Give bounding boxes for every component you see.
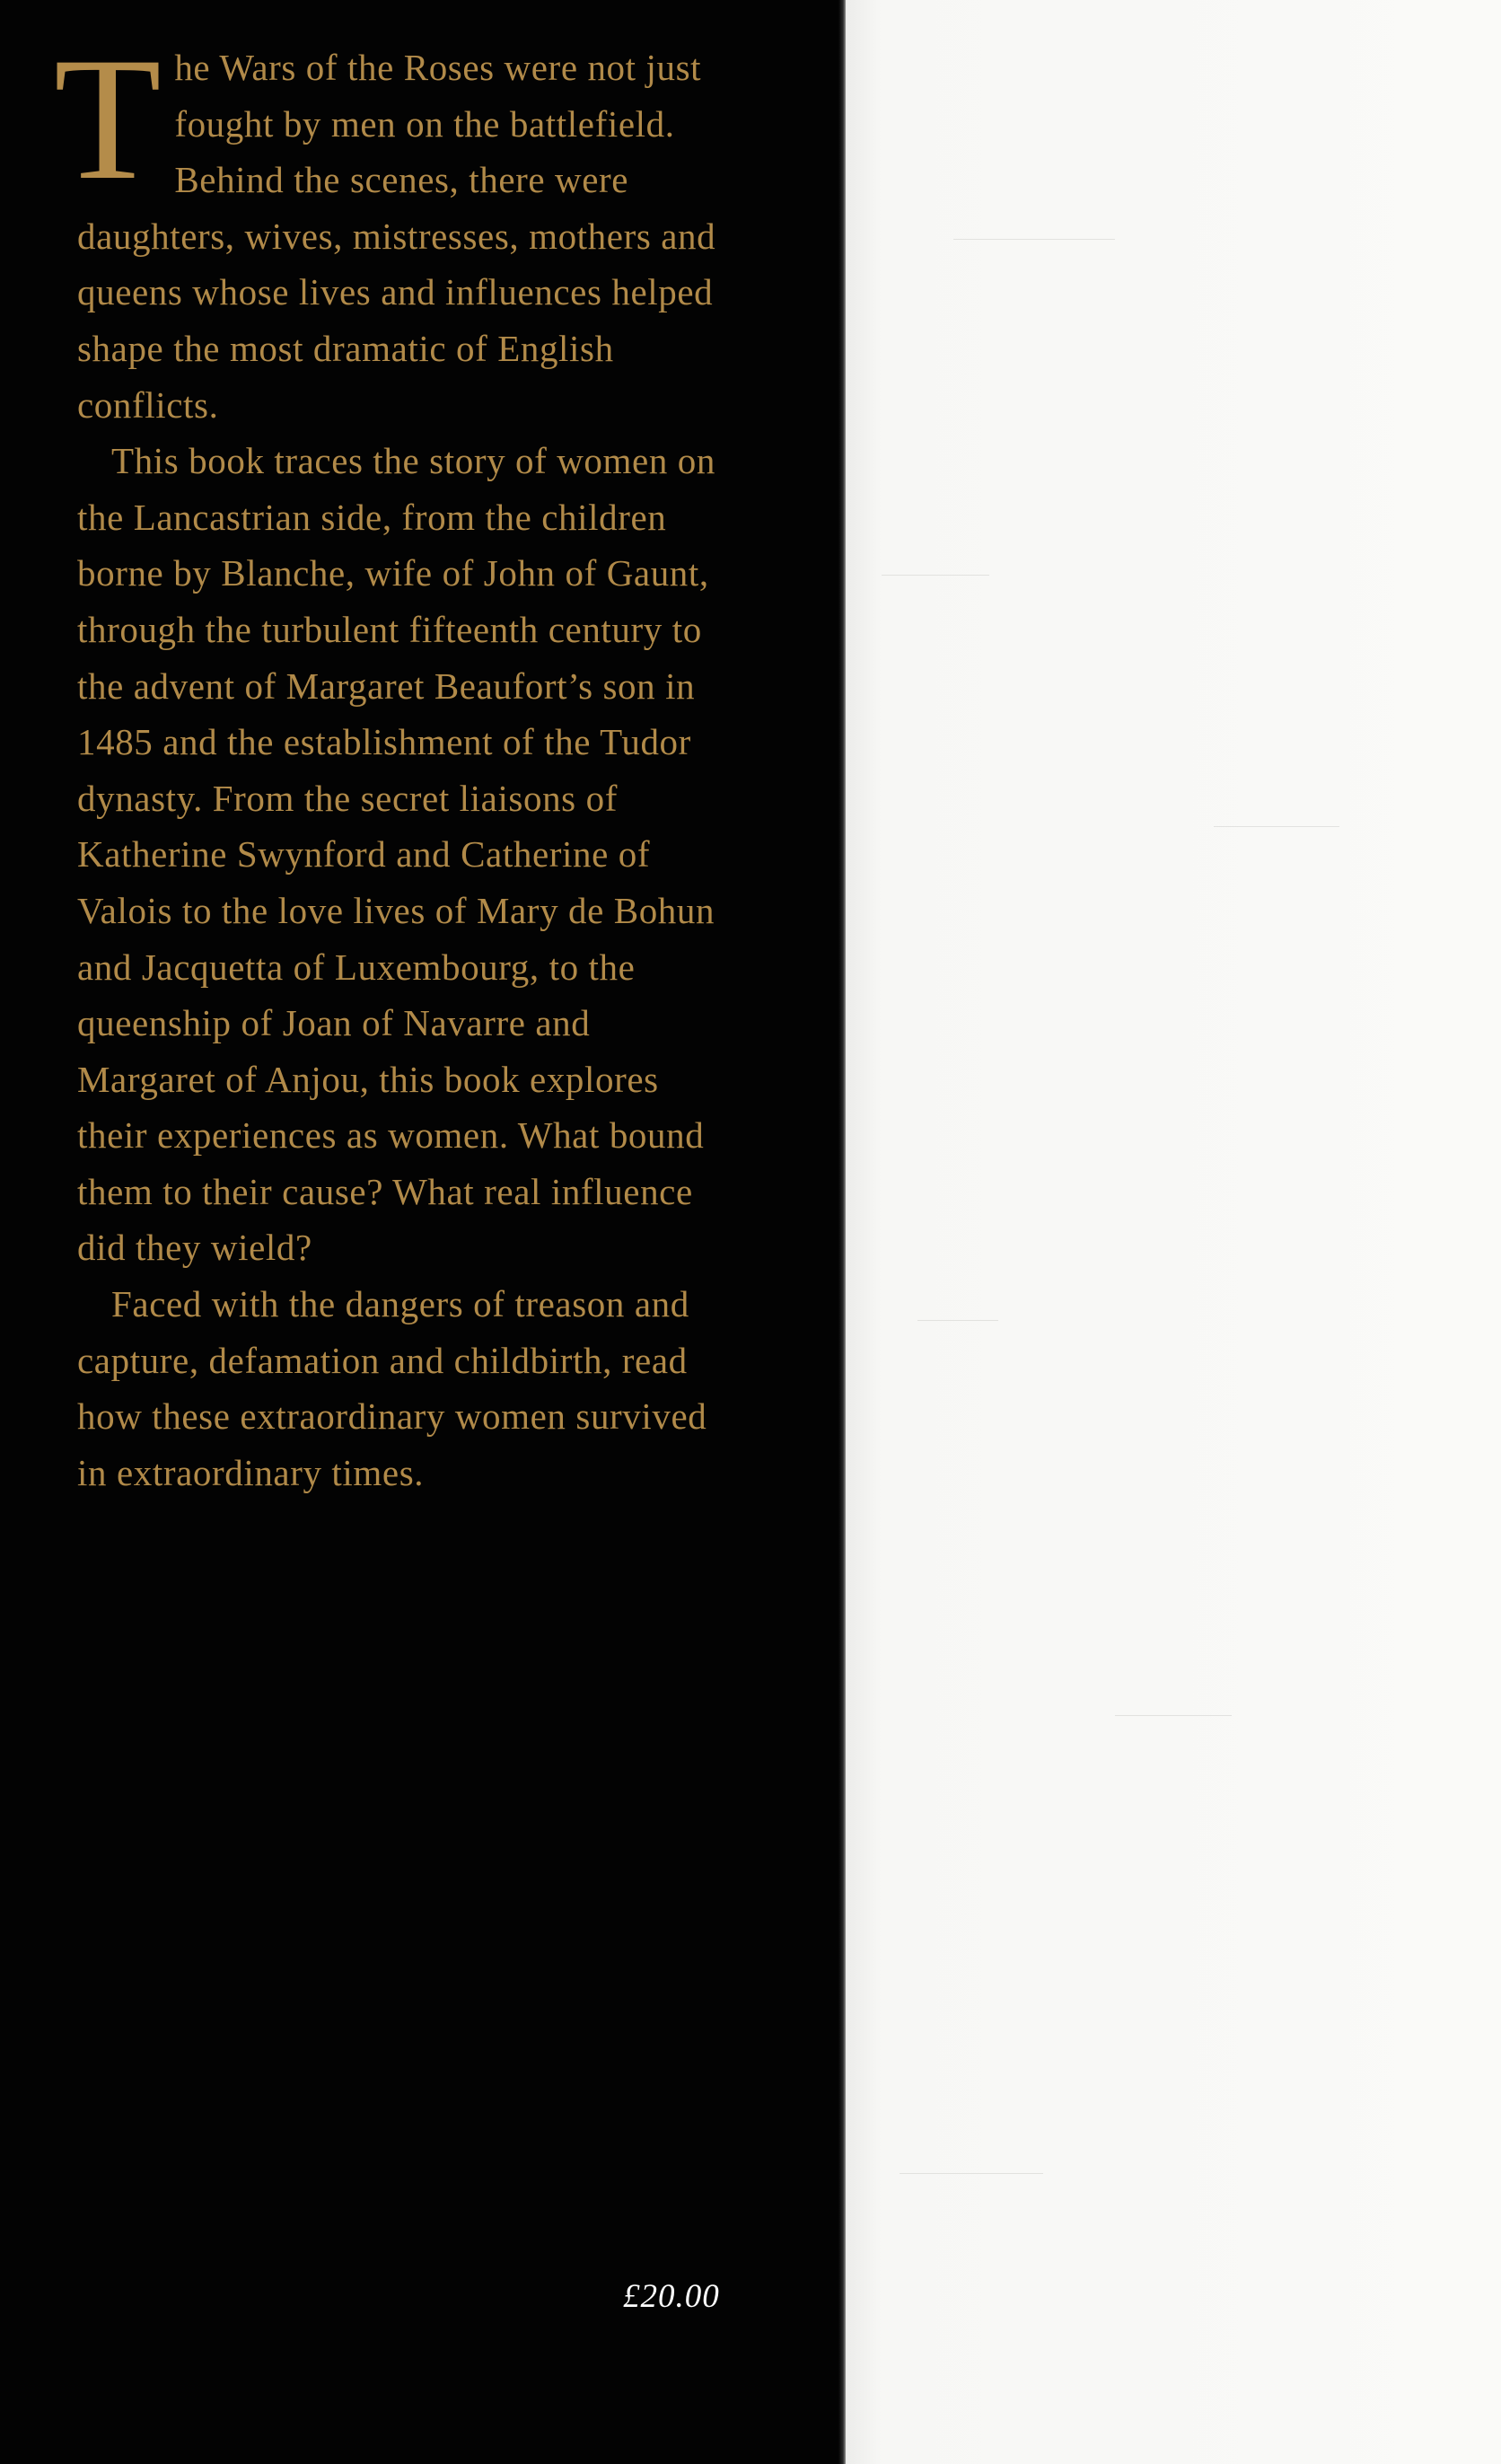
drop-cap-letter: T (54, 22, 162, 216)
blurb-paragraph-1 (54, 22, 724, 433)
blurb-paragraph-1-text: he Wars of the Roses were not just fought by men on the battlefield. Behind the scenes, there were daughters, wives, mistresses, mothers and queens whose lives and influences helped shape the most dramatic of English conflicts. (77, 47, 716, 426)
paper-scuff-mark (953, 239, 1115, 240)
blank-paper-panel (846, 0, 1501, 2464)
paper-scuff-mark (917, 1320, 998, 1321)
paper-scuff-mark (1115, 1715, 1232, 1716)
blurb-paragraph-3: Faced with the dangers of treason and capture, defamation and childbirth, read how these extraordinary women survived in extraordinary times. (77, 1283, 707, 1493)
blurb-text (54, 22, 724, 1500)
paper-scuff-mark (900, 2173, 1043, 2174)
blurb-paragraph-2: This book traces the story of women on the Lancastrian side, from the children borne by Blanche, wife of John of Gaunt, through the turbulent fifteenth century to the advent of Margaret Beaufort’s son in 1485 and the establishment of the Tudor dynasty. From the secret liaisons of Katherine Swynford and Catherine of Valois to the love lives of Mary de Bohun and Jacquetta of Luxembourg, to the queenship of Joan of Navarre and Margaret of Anjou, this book explores their experiences as women. What bound them to their cause? What real influence did they wield? (77, 440, 715, 1269)
paper-scuff-mark (882, 575, 989, 576)
paper-scuff-mark (1214, 826, 1339, 827)
price-label: £20.00 (623, 2278, 720, 2315)
